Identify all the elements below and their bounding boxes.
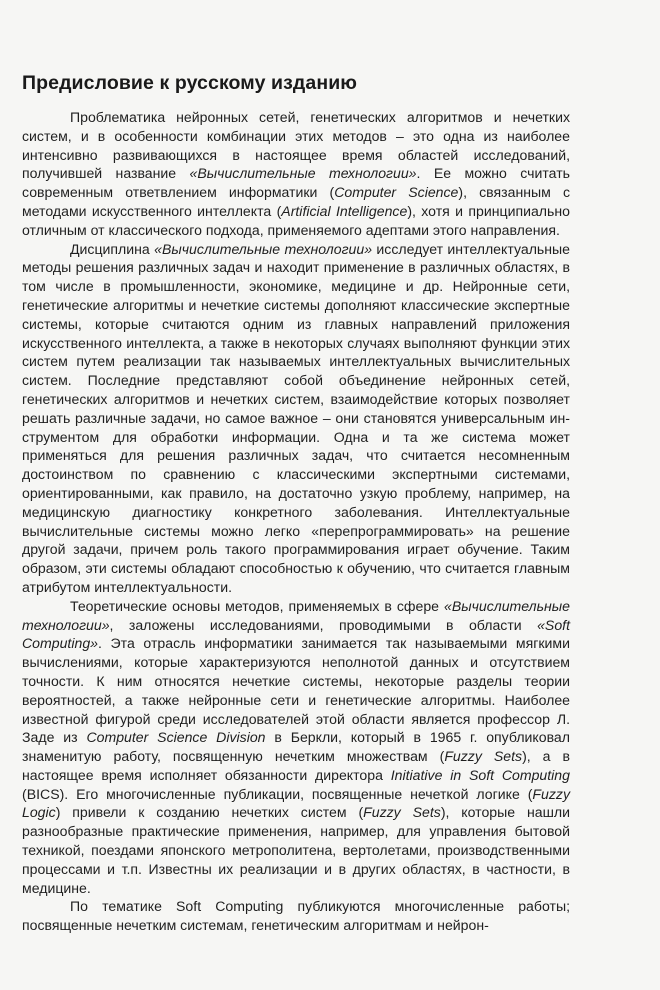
text-run: . Ее можно считать современным ответвлением информатики ( xyxy=(22,165,570,201)
section-heading: Предисловие к русскому изданию xyxy=(22,72,358,94)
paragraph xyxy=(22,108,570,240)
paragraph xyxy=(22,240,570,597)
text-run: ), связанным с методами искусственного интеллекта ( xyxy=(22,184,571,219)
text-run: . Эта отрасль информатики занимается так называемыми мягкими вычислениями, которые характеризуются неполнотой данных и отсутствием точности. К ним относятся нечеткие системы, некоторые разделы теории вероятностей, а также нейронные сети и генетические алгоритмы. Наиболее известной фигурой среди исследователей этой области является профессор Л. Заде из xyxy=(22,635,570,746)
text-run: (BICS). Его многочисленные публикации, посвященные нечеткой логике ( xyxy=(22,785,533,802)
text-run: Проблематика нейронных сетей, генетических алгоритмов и нечетких систем, и в особенности комбинации этих методов – это одна из наиболее интенсивно развивающихся в настоящее время областей исследований, получившей название xyxy=(22,109,570,182)
italic-term: Computer Science xyxy=(334,184,459,201)
italic-term: Computer Science Division xyxy=(86,729,266,746)
text-run: ) привели к созданию нечетких систем ( xyxy=(55,804,364,821)
text-run: , заложены исследованиями, проводимыми в области xyxy=(109,616,538,633)
italic-term: «Вычислительные технологии» xyxy=(22,597,570,633)
paragraph xyxy=(22,897,570,935)
italic-term: Artificial Intelligence xyxy=(281,202,408,219)
italic-term: «Вычислительные технологии» xyxy=(189,165,417,182)
italic-term: Initiative in Soft Computing xyxy=(390,766,570,783)
text-run: исследует интеллектуальные методы решения различных задач и находит применение в различных областях, в том числе в промышленности, экономике, медицине и др. Нейронные сети, генетические алгоритмы и нечеткие системы дополняют классические экспертные системы, которые считаются одним из главных направлений приложения искусственного интеллекта, а также в некоторых случаях выполняют функции этих систем путем реализации так называемых интеллектуальных вычислительных систем. Последние представляют собой объединение нейронных сетей, генетических алгоритмов и нечетких систем, взаимодействие которых позволяет решать различные задачи, но самое важное – они становятся универсальным инструментом для обработки информации. Одна и та же система может применяться для решения различных задач, что считается несомненным достоинством по сравнению с классическими экспертными системами, ориентированными, как правило, на достаточно узкую проблему, например, на медицинскую диагностику конкретного заболевания. Интеллектуальные вычислительные системы можно легко «перепрограммировать» на решение другой задачи, причем роль такого программирования играет обучение. Таким образом, эти системы обладают способностью к обучению, что считается главным атрибутом интеллектуальности. xyxy=(22,240,571,595)
italic-term: «Вычислительные технологии» xyxy=(154,240,373,257)
body-text xyxy=(22,108,570,935)
italic-term: «Soft Computing» xyxy=(22,616,570,652)
text-run: в Беркли, который в 1965 г. опубликовал знаменитую работу, посвященную нечетким множествам ( xyxy=(22,729,570,765)
paragraph xyxy=(22,597,570,898)
italic-term: Fuzzy Sets xyxy=(363,804,441,821)
text-run: ), которые нашли разнообразные практические применения, например, для управления бытовой техникой, поездами японского метрополитена, вертолетами, производственными процессами и т.п. Известны их реализации и в других областях, в частности, в медицине. xyxy=(22,804,570,896)
text-run: Теоретические основы методов, применяемых в сфере xyxy=(70,597,444,614)
italic-term: Fuzzy Logic xyxy=(22,785,570,821)
italic-term: Fuzzy Sets xyxy=(444,748,523,765)
text-run: По тематике Soft Computing публикуются многочисленные работы; посвященные нечетким системам, генетическим алгоритмам и нейрон- xyxy=(22,898,570,934)
text-run: ), а в настоящее время исполняет обязанности директора xyxy=(22,748,570,783)
text-run: Дисциплина xyxy=(70,240,155,257)
text-run: ), хотя и принципиально отличным от классического подхода, применяемого адептами этого направления. xyxy=(22,202,570,238)
